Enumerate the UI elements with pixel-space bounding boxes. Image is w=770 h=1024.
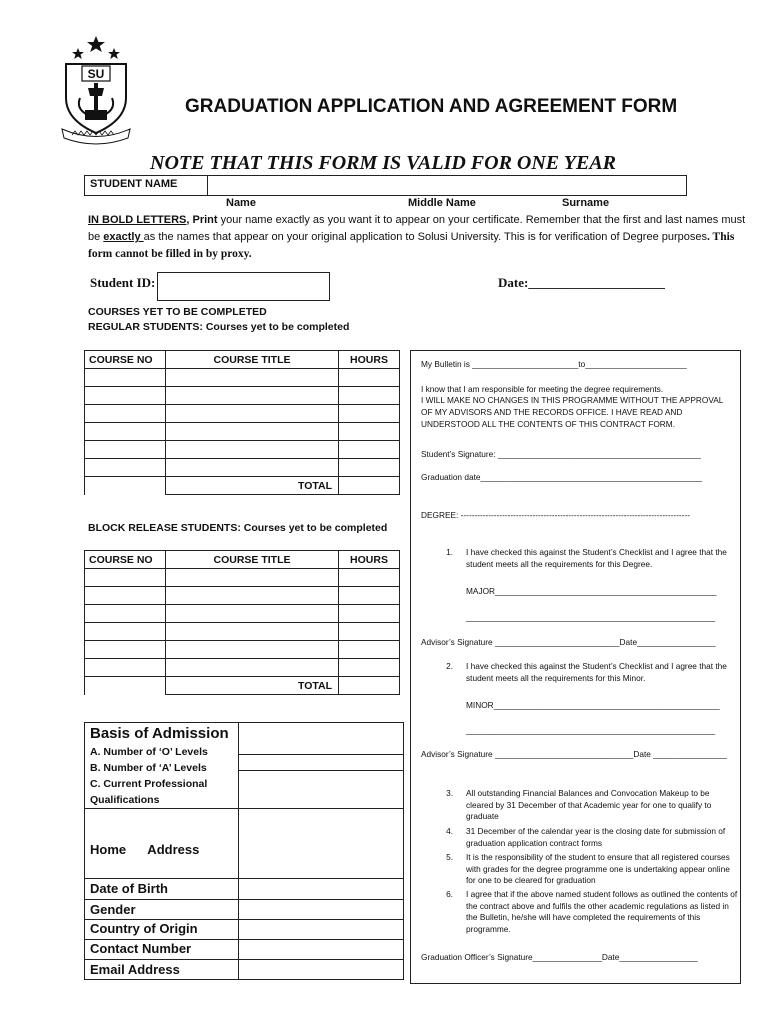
validity-note: NOTE THAT THIS FORM IS VALID FOR ONE YEAR (150, 152, 617, 174)
major-field[interactable]: MAJOR________________________________________________ (466, 586, 717, 596)
no-changes-line-3: UNDERSTOOD ALL THE CONTENTS OF THIS CONTRACT FORM. (421, 419, 676, 429)
instructions-text-2: as the names that appear on your original application to Solusi University. This is for verification of Degree purposes (143, 231, 708, 243)
student-name-divider (207, 175, 208, 196)
svg-text:SU: SU (87, 67, 105, 81)
date-of-birth-label: Date of Birth (90, 881, 168, 896)
middle-name-column-label: Middle Name (408, 197, 476, 209)
minor-field[interactable]: MINOR_________________________________________________ (466, 700, 720, 710)
responsibility-statement: I know that I am responsible for meeting the degree requirements. (421, 384, 664, 394)
total-label: TOTAL (166, 477, 339, 495)
minor-checklist-statement: I have checked this against the Student’s Checklist and I agree that the student meets all the requirements for this Minor. (466, 661, 727, 683)
closing-date-rule: 31 December of the calendar year is the closing date for submission of graduation application contract forms (466, 826, 726, 848)
instructions-text-1: your name exactly as you want it to appear on your certificate. Remember that the first and last names must be (88, 214, 746, 243)
financial-clearance-rule: All outstanding Financial Balances and Convocation Makeup to be cleared by 31 December of that Academic year for one to qualify to graduate (466, 788, 712, 821)
table-row[interactable] (85, 659, 400, 677)
o-levels-label: A. Number of ‘O’ Levels (90, 746, 208, 758)
agreement-statement: I agree that if the above named student follows as outlined the contents of the contract above and fulfils the other academic regulations as listed in the Bulletin, he/she will have completed the requirements of this programme. (466, 889, 738, 934)
proxy-warning: . This form cannot be filled in by proxy. (88, 231, 735, 260)
student-id-field[interactable] (157, 272, 330, 301)
hours-header: HOURS (339, 351, 400, 369)
degree-field[interactable]: DEGREE: ----------------------------------------------------------------------------------- (421, 510, 690, 520)
no-changes-line-2: OF MY ADVISORS AND THE RECORDS OFFICE. I HAVE READ AND (421, 407, 683, 417)
major-extra-line[interactable]: ______________________________________________________ (466, 612, 716, 622)
basis-of-admission-section (84, 722, 404, 980)
table-row[interactable] (85, 587, 400, 605)
email-address-label: Email Address (90, 962, 180, 977)
advisor-signature-field-1[interactable]: Advisor’s Signature ___________________________Date_________________ (421, 637, 716, 647)
name-column-label: Name (226, 197, 256, 209)
table-header-row (85, 551, 400, 569)
table-row[interactable] (85, 423, 400, 441)
item-number: 4. (446, 826, 453, 836)
name-instructions (88, 212, 748, 263)
a-levels-field[interactable] (238, 770, 404, 771)
block-release-heading: BLOCK RELEASE STUDENTS: Courses yet to be completed (88, 522, 388, 534)
student-signature-field[interactable]: Student’s Signature: ____________________________________________ (421, 449, 701, 459)
student-id-label: Student ID: (90, 275, 156, 290)
course-no-header: COURSE NO (85, 551, 166, 569)
total-hours-cell[interactable] (339, 677, 400, 695)
item-number: 6. (446, 889, 453, 899)
table-row[interactable] (85, 605, 400, 623)
table-row[interactable] (85, 405, 400, 423)
table-row[interactable] (85, 441, 400, 459)
degree-checklist-statement: I have checked this against the Student’s Checklist and I agree that the student meets all the requirements for this Degree. (466, 547, 727, 569)
item-number: 5. (446, 852, 453, 862)
bulletin-field[interactable]: My Bulletin is _______________________to______________________ (421, 359, 687, 369)
table-row[interactable] (85, 387, 400, 405)
courses-heading: COURSES YET TO BE COMPLETED (88, 306, 267, 318)
total-label: TOTAL (166, 677, 339, 695)
contact-number-label: Contact Number (90, 941, 192, 956)
o-levels-field[interactable] (238, 754, 404, 755)
date-field[interactable]: Date:_____________________ (498, 275, 665, 290)
basis-of-admission-title: Basis of Admission (90, 725, 229, 742)
regular-students-heading: REGULAR STUDENTS: Courses yet to be completed (88, 321, 350, 333)
form-title: GRADUATION APPLICATION AND AGREEMENT FORM (185, 96, 678, 117)
bold-letters-text: IN BOLD LETTERS (88, 214, 187, 226)
graduation-date-field[interactable]: Graduation date________________________________________________ (421, 472, 702, 482)
hours-header: HOURS (339, 551, 400, 569)
total-row (85, 677, 400, 695)
print-text: , Print (186, 214, 218, 226)
table-row[interactable] (85, 641, 400, 659)
minor-extra-line[interactable]: ______________________________________________________ (466, 725, 716, 735)
professional-label: C. Current Professional (90, 778, 208, 790)
university-crest-logo (58, 36, 134, 146)
course-no-header: COURSE NO (85, 351, 166, 369)
item-number: 3. (446, 788, 453, 798)
graduation-officer-signature-field[interactable]: Graduation Officer’s Signature_______________Date_________________ (421, 952, 698, 962)
item-number: 2. (446, 661, 453, 671)
table-row[interactable] (85, 569, 400, 587)
table-row[interactable] (85, 369, 400, 387)
total-row (85, 477, 400, 495)
table-header-row (85, 351, 400, 369)
table-row[interactable] (85, 623, 400, 641)
course-title-header: COURSE TITLE (166, 551, 339, 569)
online-grades-rule: It is the responsibility of the student to ensure that all registered courses with grades for the degree programme one is undertaking appear online for one to be cleared for graduation (466, 852, 730, 885)
home-address-label: Home Address (90, 842, 200, 857)
qualifications-label: Qualifications (90, 794, 160, 806)
exactly-text: exactly (103, 231, 144, 243)
course-title-header: COURSE TITLE (166, 351, 339, 369)
surname-column-label: Surname (562, 197, 610, 209)
advisor-signature-field-2[interactable]: Advisor’s Signature ______________________________Date ________________ (421, 749, 728, 759)
table-row[interactable] (85, 459, 400, 477)
student-name-label: STUDENT NAME (90, 178, 178, 190)
block-release-courses-table (84, 550, 400, 695)
item-number: 1. (446, 547, 453, 557)
total-hours-cell[interactable] (339, 477, 400, 495)
gender-label: Gender (90, 902, 136, 917)
no-changes-line-1: I WILL MAKE NO CHANGES IN THIS PROGRAMME WITHOUT THE APPROVAL (421, 395, 724, 405)
a-levels-label: B. Number of ‘A’ Levels (90, 762, 207, 774)
country-of-origin-label: Country of Origin (90, 921, 198, 936)
contract-panel (410, 350, 741, 984)
regular-courses-table (84, 350, 400, 495)
